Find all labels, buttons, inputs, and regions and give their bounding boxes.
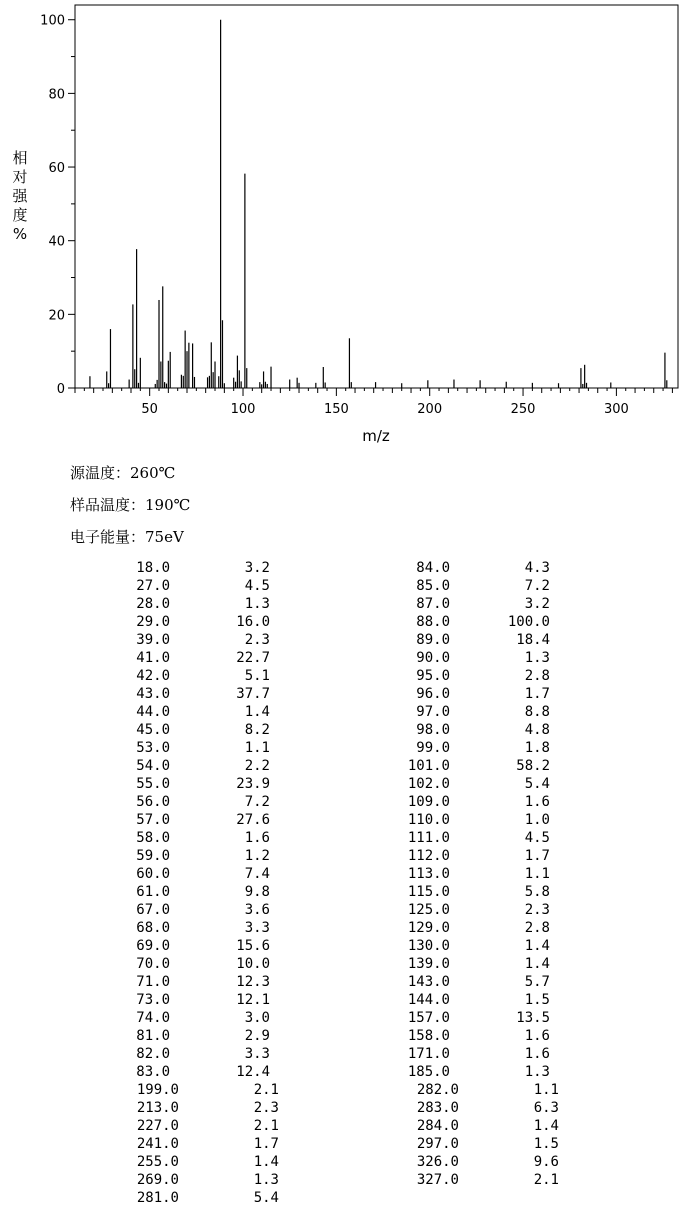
mz-value: 109.0 xyxy=(407,794,450,810)
table-row xyxy=(0,847,340,865)
x-axis xyxy=(75,388,672,417)
y-tick-label: 20 xyxy=(48,308,65,324)
x-tick-label: 300 xyxy=(603,402,629,417)
intensity-value: 58.2 xyxy=(516,758,550,774)
y-axis-title-char: 强 xyxy=(12,187,28,205)
intensity-value: 15.6 xyxy=(236,938,270,954)
y-axis-title-char: % xyxy=(12,225,28,243)
table-row xyxy=(340,847,680,865)
y-tick-label: 40 xyxy=(48,234,65,250)
intensity-value: 3.2 xyxy=(524,596,550,612)
table-row xyxy=(340,739,680,757)
intensity-value: 1.6 xyxy=(524,1046,550,1062)
mz-value: 99.0 xyxy=(416,740,450,756)
x-axis-title: m/z xyxy=(362,427,390,445)
mz-value: 98.0 xyxy=(416,722,450,738)
mz-value: 158.0 xyxy=(407,1028,450,1044)
mz-value: 284.0 xyxy=(416,1118,459,1134)
mz-value: 18.0 xyxy=(136,560,170,576)
intensity-value: 1.6 xyxy=(524,794,550,810)
intensity-value: 5.4 xyxy=(524,776,550,792)
y-axis-title xyxy=(12,149,28,243)
table-row xyxy=(340,919,680,937)
intensity-value: 4.3 xyxy=(524,560,550,576)
table-row xyxy=(0,991,340,1009)
mz-value: 89.0 xyxy=(416,632,450,648)
intensity-value: 27.6 xyxy=(236,812,270,828)
mz-value: 88.0 xyxy=(416,614,450,630)
table-row xyxy=(0,703,340,721)
table-row xyxy=(340,829,680,847)
table-row xyxy=(340,1153,680,1171)
mz-value: 83.0 xyxy=(136,1064,170,1080)
mz-value: 227.0 xyxy=(136,1118,179,1134)
table-row xyxy=(0,901,340,919)
mz-value: 27.0 xyxy=(136,578,170,594)
table-row xyxy=(0,811,340,829)
intensity-value: 6.3 xyxy=(533,1100,559,1116)
table-row xyxy=(0,577,340,595)
mz-value: 144.0 xyxy=(407,992,450,1008)
mz-value: 96.0 xyxy=(416,686,450,702)
table-row xyxy=(0,775,340,793)
table-row xyxy=(340,865,680,883)
mz-value: 185.0 xyxy=(407,1064,450,1080)
intensity-value: 1.4 xyxy=(533,1118,559,1134)
intensity-value: 1.4 xyxy=(253,1154,279,1170)
mz-value: 269.0 xyxy=(136,1172,179,1188)
mz-value: 43.0 xyxy=(136,686,170,702)
y-axis-title-char: 度 xyxy=(12,206,28,224)
intensity-value: 2.8 xyxy=(524,920,550,936)
intensity-value: 5.4 xyxy=(253,1190,279,1206)
mz-value: 87.0 xyxy=(416,596,450,612)
table-row xyxy=(0,919,340,937)
intensity-value: 10.0 xyxy=(236,956,270,972)
intensity-value: 2.3 xyxy=(253,1100,279,1116)
table-row xyxy=(340,991,680,1009)
intensity-value: 2.2 xyxy=(244,758,270,774)
mz-value: 84.0 xyxy=(416,560,450,576)
mz-value: 58.0 xyxy=(136,830,170,846)
table-row xyxy=(0,721,340,739)
table-row xyxy=(340,1099,680,1117)
table-row xyxy=(340,685,680,703)
intensity-value: 1.4 xyxy=(524,956,550,972)
mz-value: 42.0 xyxy=(136,668,170,684)
intensity-value: 100.0 xyxy=(507,614,550,630)
intensity-value: 1.7 xyxy=(524,686,550,702)
intensity-value: 2.8 xyxy=(524,668,550,684)
mz-value: 139.0 xyxy=(407,956,450,972)
intensity-value: 1.5 xyxy=(533,1136,559,1152)
y-tick-label: 60 xyxy=(48,161,65,177)
table-row xyxy=(0,685,340,703)
mz-value: 68.0 xyxy=(136,920,170,936)
table-row xyxy=(340,577,680,595)
intensity-value: 2.3 xyxy=(244,632,270,648)
intensity-value: 1.7 xyxy=(253,1136,279,1152)
mz-value: 171.0 xyxy=(407,1046,450,1062)
table-row xyxy=(0,631,340,649)
mz-value: 57.0 xyxy=(136,812,170,828)
table-row xyxy=(0,1189,340,1207)
y-axis-title-char: 相 xyxy=(12,149,28,167)
table-row xyxy=(0,1063,340,1081)
mz-value: 90.0 xyxy=(416,650,450,666)
table-row xyxy=(340,559,680,577)
intensity-value: 16.0 xyxy=(236,614,270,630)
table-row xyxy=(340,775,680,793)
table-row xyxy=(340,1027,680,1045)
peak-table-left xyxy=(0,559,340,1207)
table-row xyxy=(340,613,680,631)
mz-value: 54.0 xyxy=(136,758,170,774)
mz-value: 70.0 xyxy=(136,956,170,972)
intensity-value: 9.6 xyxy=(533,1154,559,1170)
intensity-value: 2.9 xyxy=(244,1028,270,1044)
table-row xyxy=(0,937,340,955)
mz-value: 283.0 xyxy=(416,1100,459,1116)
intensity-value: 4.5 xyxy=(524,830,550,846)
intensity-value: 12.1 xyxy=(236,992,270,1008)
mz-value: 74.0 xyxy=(136,1010,170,1026)
intensity-value: 8.2 xyxy=(244,722,270,738)
electron-energy: 电子能量：75eV xyxy=(70,528,184,546)
table-row xyxy=(0,1135,340,1153)
intensity-value: 37.7 xyxy=(236,686,270,702)
table-row xyxy=(0,757,340,775)
intensity-value: 2.1 xyxy=(253,1082,279,1098)
mz-value: 71.0 xyxy=(136,974,170,990)
mz-value: 327.0 xyxy=(416,1172,459,1188)
table-row xyxy=(0,1153,340,1171)
table-row xyxy=(0,595,340,613)
table-row xyxy=(340,1009,680,1027)
intensity-value: 2.3 xyxy=(524,902,550,918)
table-row xyxy=(340,1117,680,1135)
intensity-value: 7.2 xyxy=(524,578,550,594)
table-row xyxy=(0,559,340,577)
table-row xyxy=(0,1081,340,1099)
intensity-value: 2.1 xyxy=(253,1118,279,1134)
sample-temperature: 样品温度：190℃ xyxy=(70,496,191,514)
intensity-value: 1.1 xyxy=(533,1082,559,1098)
intensity-value: 1.3 xyxy=(524,650,550,666)
intensity-value: 5.1 xyxy=(244,668,270,684)
mz-value: 125.0 xyxy=(407,902,450,918)
table-row xyxy=(340,595,680,613)
intensity-value: 1.6 xyxy=(524,1028,550,1044)
mz-value: 59.0 xyxy=(136,848,170,864)
mz-value: 130.0 xyxy=(407,938,450,954)
mz-value: 111.0 xyxy=(407,830,450,846)
table-row xyxy=(0,793,340,811)
y-axis xyxy=(40,14,75,397)
mz-value: 82.0 xyxy=(136,1046,170,1062)
mz-value: 297.0 xyxy=(416,1136,459,1152)
intensity-value: 13.5 xyxy=(516,1010,550,1026)
intensity-value: 22.7 xyxy=(236,650,270,666)
table-row xyxy=(340,1063,680,1081)
peak-table-right xyxy=(340,559,680,1189)
table-row xyxy=(0,1117,340,1135)
table-row xyxy=(340,649,680,667)
mz-value: 45.0 xyxy=(136,722,170,738)
mz-value: 255.0 xyxy=(136,1154,179,1170)
table-row xyxy=(0,1027,340,1045)
x-tick-label: 150 xyxy=(323,402,349,417)
mz-value: 53.0 xyxy=(136,740,170,756)
mz-value: 102.0 xyxy=(407,776,450,792)
intensity-value: 1.3 xyxy=(253,1172,279,1188)
mz-value: 97.0 xyxy=(416,704,450,720)
y-tick-label: 100 xyxy=(40,13,65,29)
table-row xyxy=(0,1045,340,1063)
intensity-value: 4.8 xyxy=(524,722,550,738)
y-tick-label: 80 xyxy=(48,87,65,103)
mz-value: 95.0 xyxy=(416,668,450,684)
intensity-value: 23.9 xyxy=(236,776,270,792)
table-row xyxy=(340,1045,680,1063)
intensity-value: 18.4 xyxy=(516,632,550,648)
table-row xyxy=(340,973,680,991)
mz-value: 29.0 xyxy=(136,614,170,630)
mz-value: 85.0 xyxy=(416,578,450,594)
intensity-value: 12.4 xyxy=(236,1064,270,1080)
intensity-value: 8.8 xyxy=(524,704,550,720)
intensity-value: 1.1 xyxy=(524,866,550,882)
intensity-value: 1.8 xyxy=(524,740,550,756)
mz-value: 213.0 xyxy=(136,1100,179,1116)
mz-value: 113.0 xyxy=(407,866,450,882)
table-row xyxy=(0,667,340,685)
x-tick-label: 250 xyxy=(510,402,536,417)
table-row xyxy=(0,1009,340,1027)
mz-value: 101.0 xyxy=(407,758,450,774)
table-row xyxy=(340,901,680,919)
mz-value: 115.0 xyxy=(407,884,450,900)
table-row xyxy=(340,1171,680,1189)
intensity-value: 1.1 xyxy=(244,740,270,756)
mz-value: 55.0 xyxy=(136,776,170,792)
intensity-value: 1.3 xyxy=(244,596,270,612)
peaks-group xyxy=(90,20,667,388)
table-row xyxy=(340,793,680,811)
table-row xyxy=(340,1135,680,1153)
table-row xyxy=(340,937,680,955)
table-row xyxy=(0,829,340,847)
mz-value: 56.0 xyxy=(136,794,170,810)
intensity-value: 1.4 xyxy=(244,704,270,720)
mz-value: 199.0 xyxy=(136,1082,179,1098)
intensity-value: 7.2 xyxy=(244,794,270,810)
table-row xyxy=(340,883,680,901)
intensity-value: 4.5 xyxy=(244,578,270,594)
table-row xyxy=(340,721,680,739)
mz-value: 157.0 xyxy=(407,1010,450,1026)
intensity-value: 7.4 xyxy=(244,866,270,882)
table-row xyxy=(0,1099,340,1117)
table-row xyxy=(0,865,340,883)
intensity-value: 1.3 xyxy=(524,1064,550,1080)
intensity-value: 9.8 xyxy=(244,884,270,900)
intensity-value: 1.6 xyxy=(244,830,270,846)
mz-value: 44.0 xyxy=(136,704,170,720)
y-tick-label: 0 xyxy=(56,382,65,397)
intensity-value: 1.2 xyxy=(244,848,270,864)
x-tick-label: 50 xyxy=(141,402,158,417)
table-row xyxy=(340,667,680,685)
mass-spectrum-chart xyxy=(0,0,680,450)
intensity-value: 3.3 xyxy=(244,1046,270,1062)
mz-value: 143.0 xyxy=(407,974,450,990)
mz-value: 61.0 xyxy=(136,884,170,900)
source-temperature: 源温度：260℃ xyxy=(70,464,176,482)
table-row xyxy=(0,613,340,631)
plot-frame xyxy=(75,5,678,388)
mz-value: 281.0 xyxy=(136,1190,179,1206)
mz-value: 73.0 xyxy=(136,992,170,1008)
table-row xyxy=(340,631,680,649)
intensity-value: 1.0 xyxy=(524,812,550,828)
mz-value: 41.0 xyxy=(136,650,170,666)
table-row xyxy=(340,811,680,829)
mz-value: 81.0 xyxy=(136,1028,170,1044)
table-row xyxy=(340,757,680,775)
table-row xyxy=(0,955,340,973)
intensity-value: 5.7 xyxy=(524,974,550,990)
table-row xyxy=(0,739,340,757)
mz-value: 39.0 xyxy=(136,632,170,648)
intensity-value: 3.0 xyxy=(244,1010,270,1026)
table-row xyxy=(0,1171,340,1189)
table-row xyxy=(340,1081,680,1099)
intensity-value: 1.5 xyxy=(524,992,550,1008)
y-axis-title-char: 对 xyxy=(12,168,28,186)
table-row xyxy=(0,649,340,667)
table-row xyxy=(340,703,680,721)
intensity-value: 12.3 xyxy=(236,974,270,990)
mz-value: 69.0 xyxy=(136,938,170,954)
intensity-value: 1.7 xyxy=(524,848,550,864)
mz-value: 241.0 xyxy=(136,1136,179,1152)
table-row xyxy=(0,973,340,991)
mz-value: 60.0 xyxy=(136,866,170,882)
x-tick-label: 200 xyxy=(417,402,443,417)
mz-value: 129.0 xyxy=(407,920,450,936)
intensity-value: 2.1 xyxy=(533,1172,559,1188)
x-tick-label: 100 xyxy=(230,402,256,417)
table-row xyxy=(340,955,680,973)
intensity-value: 3.3 xyxy=(244,920,270,936)
mz-value: 67.0 xyxy=(136,902,170,918)
mz-value: 112.0 xyxy=(407,848,450,864)
mz-value: 28.0 xyxy=(136,596,170,612)
mz-value: 326.0 xyxy=(416,1154,459,1170)
table-row xyxy=(0,883,340,901)
intensity-value: 1.4 xyxy=(524,938,550,954)
mz-value: 110.0 xyxy=(407,812,450,828)
mz-value: 282.0 xyxy=(416,1082,459,1098)
intensity-value: 5.8 xyxy=(524,884,550,900)
intensity-value: 3.2 xyxy=(244,560,270,576)
intensity-value: 3.6 xyxy=(244,902,270,918)
